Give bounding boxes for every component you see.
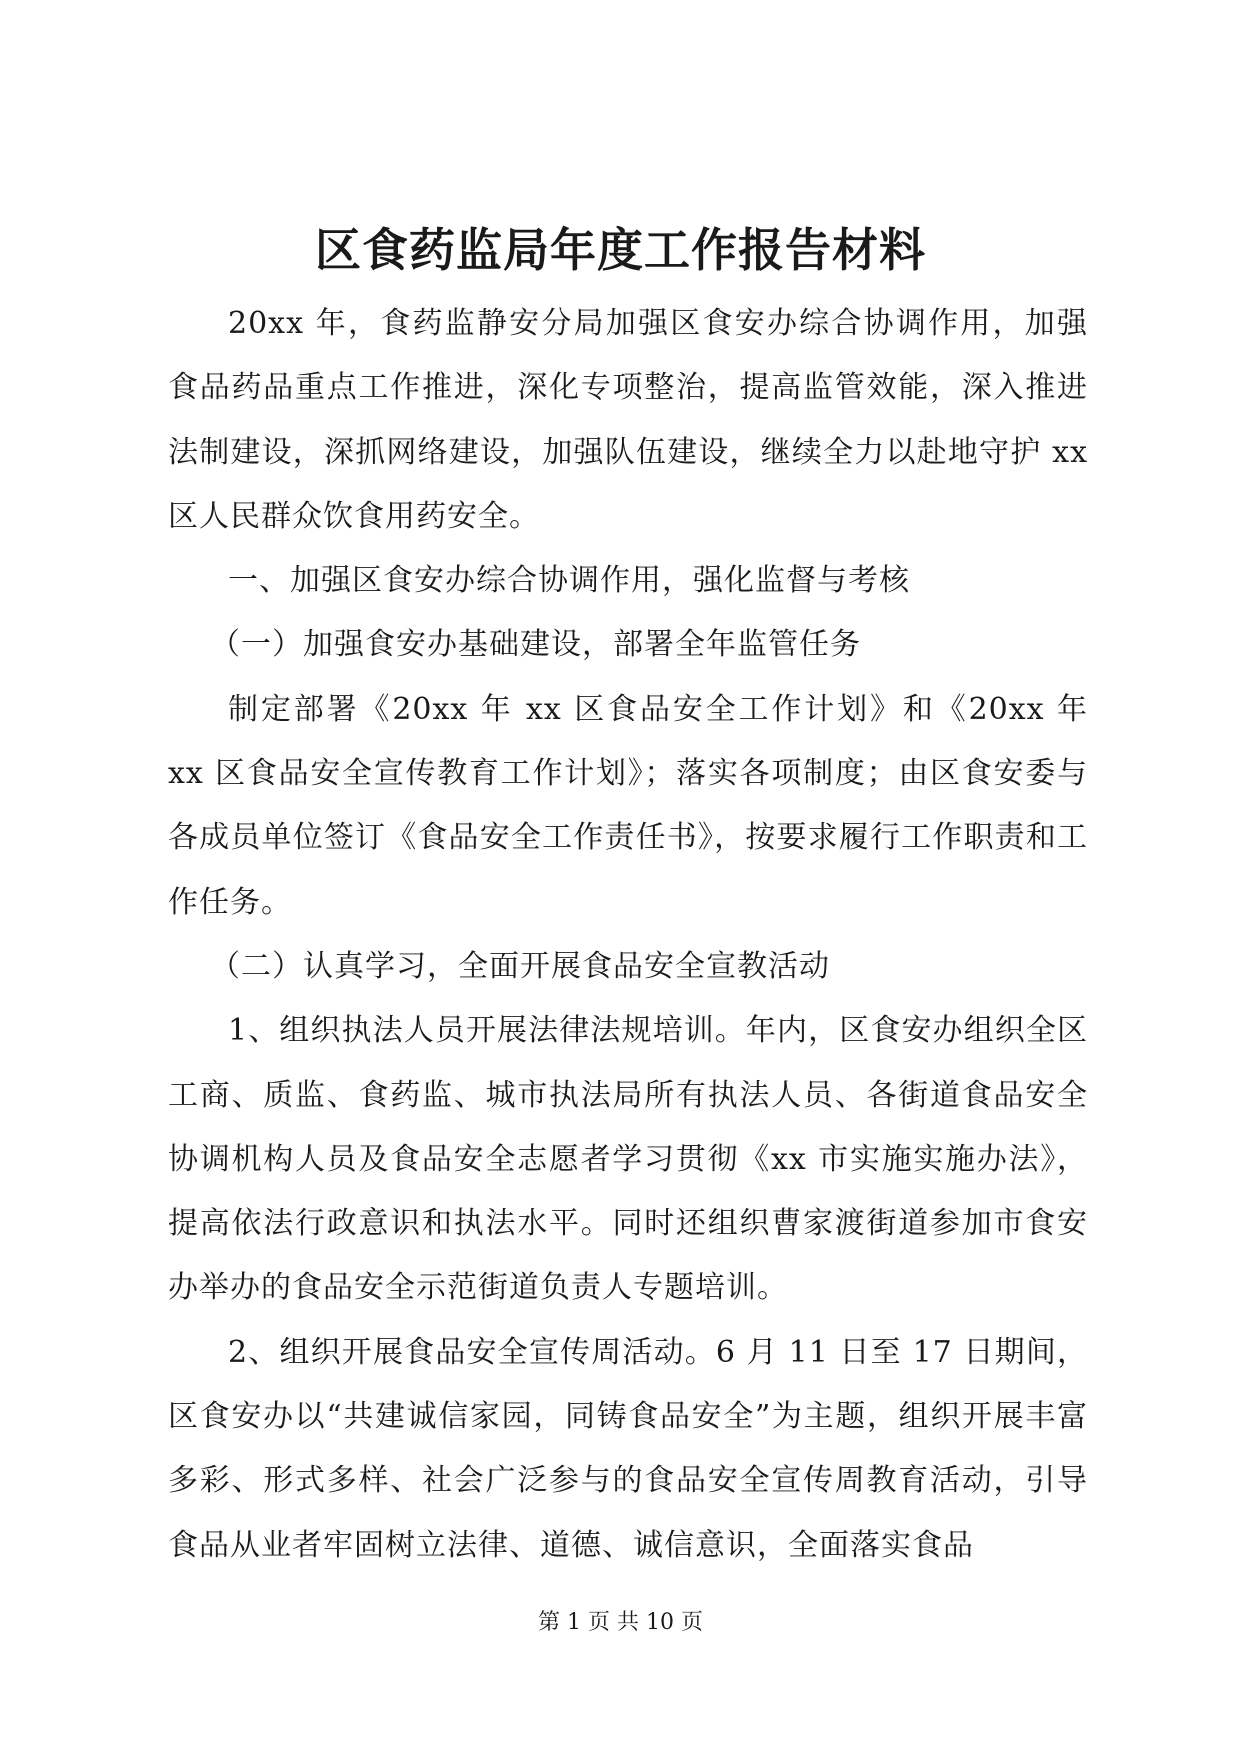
document-body <box>168 292 1088 1578</box>
paragraph-plan: 制定部署《20xx 年 xx 区食品安全工作计划》和《20xx 年 xx 区食品安全宣传教育工作计划》；落实各项制度；由区食安委与各成员单位签订《食品安全工作责任书》，按要求履行工作职责和工作任务。 <box>168 691 1088 920</box>
paragraph-publicity-week: 2、组织开展食品安全宣传周活动。6 月 11 日至 17 日期间，区食安办以“共建诚信家园，同铸食品安全”为主题，组织开展丰富多彩、形式多样、社会广泛参与的食品安全宣传周教育活动，引导食品从业者牢固树立法律、道德、诚信意识，全面落实食品 <box>168 1334 1088 1563</box>
paragraph-intro: 20xx 年，食药监静安分局加强区食安办综合协调作用，加强食品药品重点工作推进，深化专项整治，提高监管效能，深入推进法制建设，深抓网络建设，加强队伍建设，继续全力以赴地守护 xx 区人民群众饮食用药安全。 <box>168 306 1088 534</box>
paragraph-training: 1、组织执法人员开展法律法规培训。年内，区食安办组织全区工商、质监、食药监、城市执法局所有执法人员、各街道食品安全协调机构人员及食品安全志愿者学习贯彻《xx 市实施实施办法》，提高依法行政意识和执法水平。同时还组织曹家渡街道参加市食安办举办的食品安全示范街道负责人专题培训。 <box>168 1013 1088 1306</box>
subsection-heading-1: （一）加强食安办基础建设，部署全年监管任务 <box>210 627 861 663</box>
section-heading-1: 一、加强区食安办综合协调作用，强化监督与考核 <box>228 563 910 599</box>
subsection-heading-2: （二）认真学习，全面开展食品安全宣教活动 <box>210 948 830 984</box>
document-title: 区食药监局年度工作报告材料 <box>315 223 926 277</box>
page-footer: 第 1 页 共 10 页 <box>538 1610 703 1635</box>
